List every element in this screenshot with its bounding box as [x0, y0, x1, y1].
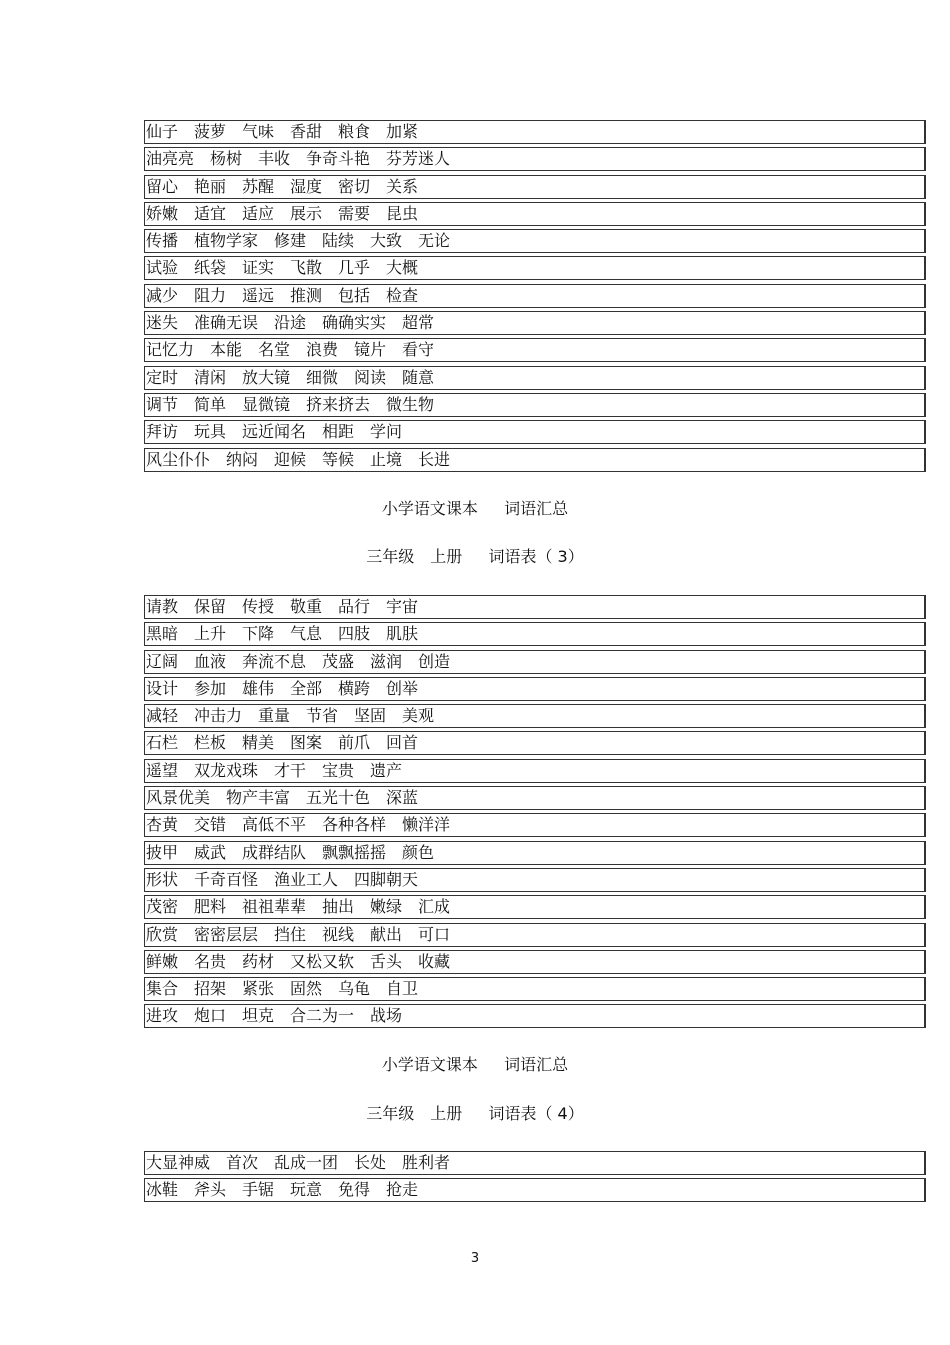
table-row: 集合 招架 紧张 固然 乌龟 自卫: [144, 977, 926, 1001]
table-row: 风景优美 物产丰富 五光十色 深蓝: [144, 786, 926, 810]
table-row: 风尘仆仆 纳闷 迎候 等候 止境 长进: [144, 448, 926, 472]
table-row: 杏黄 交错 高低不平 各种各样 懒洋洋: [144, 813, 926, 837]
table-row: 调节 简单 显微镜 挤来挤去 微生物: [144, 393, 926, 417]
table-row: 进攻 炮口 坦克 合二为一 战场: [144, 1004, 926, 1028]
table-row: 披甲 威武 成群结队 飘飘摇摇 颜色: [144, 841, 926, 865]
section-4-title: 小学语文课本 词语汇总: [381, 1055, 569, 1074]
table-row: 遥望 双龙戏珠 才干 宝贵 遗产: [144, 759, 926, 783]
table-row: 设计 参加 雄伟 全部 横跨 创举: [144, 677, 926, 701]
table-row: 冰鞋 斧头 手锯 玩意 免得 抢走: [144, 1178, 926, 1202]
table-row: 减少 阻力 遥远 推测 包括 检查: [144, 284, 926, 308]
table-row: 石栏 栏板 精美 图案 前爪 回首: [144, 731, 926, 755]
table-row: 拜访 玩具 远近闻名 相距 学问: [144, 420, 926, 444]
table-row: 形状 千奇百怪 渔业工人 四脚朝天: [144, 868, 926, 892]
table-row: 减轻 冲击力 重量 节省 坚固 美观: [144, 704, 926, 728]
word-table-2: [144, 120, 926, 475]
section-3-subtitle: 三年级 上册 词语表（ 3）: [366, 547, 584, 566]
table-row: 茂密 肥料 祖祖辈辈 抽出 嫩绿 汇成: [144, 895, 926, 919]
section-3-title: 小学语文课本 词语汇总: [381, 499, 569, 518]
table-row: 鲜嫩 名贵 药材 又松又软 舌头 收藏: [144, 950, 926, 974]
page-number: 3: [470, 1251, 480, 1266]
word-table-4: [144, 1151, 926, 1206]
table-row: 黑暗 上升 下降 气息 四肢 肌肤: [144, 622, 926, 646]
table-row: 传播 植物学家 修建 陆续 大致 无论: [144, 229, 926, 253]
word-table-3: [144, 595, 926, 1032]
table-row: 欣赏 密密层层 挡住 视线 献出 可口: [144, 923, 926, 947]
table-row: 迷失 准确无误 沿途 确确实实 超常: [144, 311, 926, 335]
section-4-subtitle: 三年级 上册 词语表（ 4）: [366, 1104, 584, 1123]
table-row: 留心 艳丽 苏醒 湿度 密切 关系: [144, 175, 926, 199]
table-row: 记忆力 本能 名堂 浪费 镜片 看守: [144, 338, 926, 362]
table-row: 辽阔 血液 奔流不息 茂盛 滋润 创造: [144, 650, 926, 674]
table-row: 仙子 菠萝 气味 香甜 粮食 加紧: [144, 120, 926, 144]
table-row: 大显神威 首次 乱成一团 长处 胜利者: [144, 1151, 926, 1175]
table-row: 定时 清闲 放大镜 细微 阅读 随意: [144, 366, 926, 390]
table-row: 试验 纸袋 证实 飞散 几乎 大概: [144, 256, 926, 280]
table-row: 油亮亮 杨树 丰收 争奇斗艳 芬芳迷人: [144, 147, 926, 171]
table-row: 请教 保留 传授 敬重 品行 宇宙: [144, 595, 926, 619]
table-row: 娇嫩 适宜 适应 展示 需要 昆虫: [144, 202, 926, 226]
